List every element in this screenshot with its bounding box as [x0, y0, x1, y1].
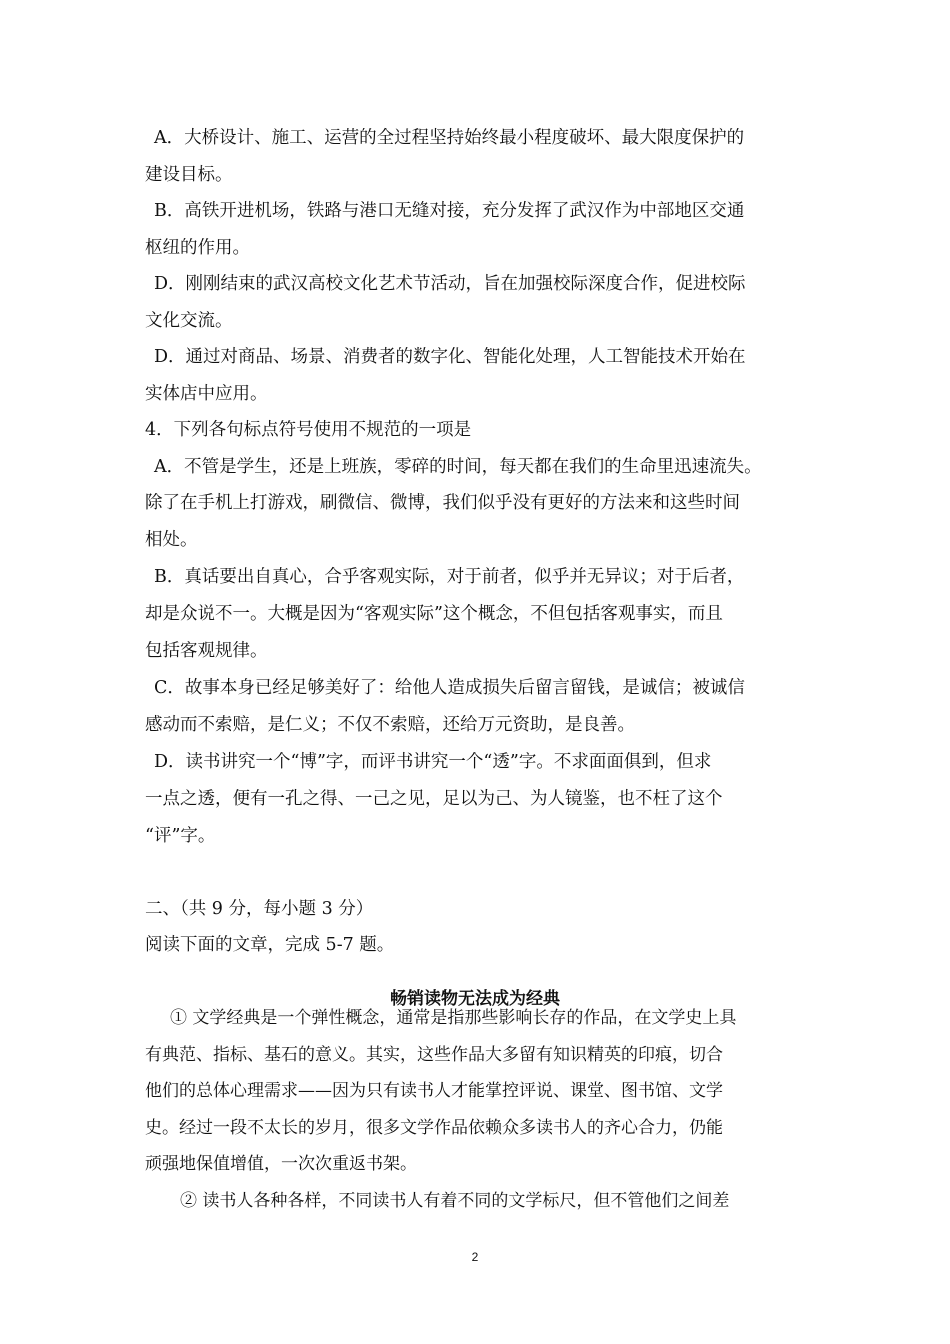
section-instruction: 阅读下面的文章，完成 5-7 题。 [145, 935, 395, 955]
q4-option-c-line1: C．故事本身已经足够美好了：给他人造成损失后留言留钱，是诚信；被诚信 [154, 678, 745, 698]
q3-option-c-line1: D．刚刚结束的武汉高校文化艺术节活动，旨在加强校际深度合作，促进校际 [154, 274, 746, 294]
section-heading: 二、（共 9 分，每小题 3 分） [145, 899, 374, 919]
q4-option-d-line2: 一点之透，便有一孔之得、一己之见，足以为己、为人镜鉴，也不枉了这个 [145, 789, 723, 809]
paragraph-1-line4: 史。经过一段不太长的岁月，很多文学作品依赖众多读书人的齐心合力，仍能 [145, 1118, 723, 1138]
article-title: 畅销读物无法成为经典 [390, 989, 560, 1009]
q4-option-a-line2: 除了在手机上打游戏，刷微信、微博，我们似乎没有更好的方法来和这些时间 [145, 493, 740, 513]
q4-option-b-line2: 却是众说不一。大概是因为“客观实际”这个概念，不但包括客观事实，而且 [145, 604, 723, 624]
q3-option-d-line1: D．通过对商品、场景、消费者的数字化、智能化处理，人工智能技术开始在 [154, 347, 746, 367]
q4-option-b-line3: 包括客观规律。 [145, 641, 268, 661]
q3-option-c-line2: 文化交流。 [145, 311, 233, 331]
paragraph-1-line1: ① 文学经典是一个弹性概念，通常是指那些影响长存的作品，在文学史上具 [170, 1008, 737, 1028]
q4-option-d-line3: “评”字。 [145, 826, 216, 846]
q4-option-a-line1: A．不管是学生，还是上班族，零碎的时间，每天都在我们的生命里迅速流失。 [154, 457, 762, 477]
paragraph-1-line2: 有典范、指标、基石的意义。其实，这些作品大多留有知识精英的印痕，切合 [145, 1045, 723, 1065]
q3-option-b-line1: B．高铁开进机场，铁路与港口无缝对接，充分发挥了武汉作为中部地区交通 [154, 201, 745, 221]
page-number: 2 [471, 1250, 479, 1264]
q4-option-a-line3: 相处。 [145, 530, 198, 550]
paragraph-1-line5: 顽强地保值增值，一次次重返书架。 [145, 1154, 417, 1174]
q3-option-b-line2: 枢纽的作用。 [145, 238, 250, 258]
q3-option-d-line2: 实体店中应用。 [145, 384, 268, 404]
q4-option-c-line2: 感动而不索赔，是仁义；不仅不索赔，还给万元资助，是良善。 [145, 715, 635, 735]
paragraph-1-line3: 他们的总体心理需求——因为只有读书人才能掌控评说、课堂、图书馆、文学 [145, 1081, 723, 1101]
q3-option-a-line1: A．大桥设计、施工、运营的全过程坚持始终最小程度破坏、最大限度保护的 [154, 128, 745, 148]
q4-stem: 4．下列各句标点符号使用不规范的一项是 [145, 420, 472, 440]
q3-option-a-line2: 建设目标。 [145, 165, 233, 185]
q4-option-d-line1: D．读书讲究一个“博”字，而评书讲究一个“透”字。不求面面俱到，但求 [154, 752, 712, 772]
paragraph-2-line1: ② 读书人各种各样，不同读书人有着不同的文学标尺，但不管他们之间差 [180, 1191, 730, 1211]
q4-option-b-line1: B．真话要出自真心，合乎客观实际，对于前者，似乎并无异议；对于后者， [154, 567, 745, 587]
